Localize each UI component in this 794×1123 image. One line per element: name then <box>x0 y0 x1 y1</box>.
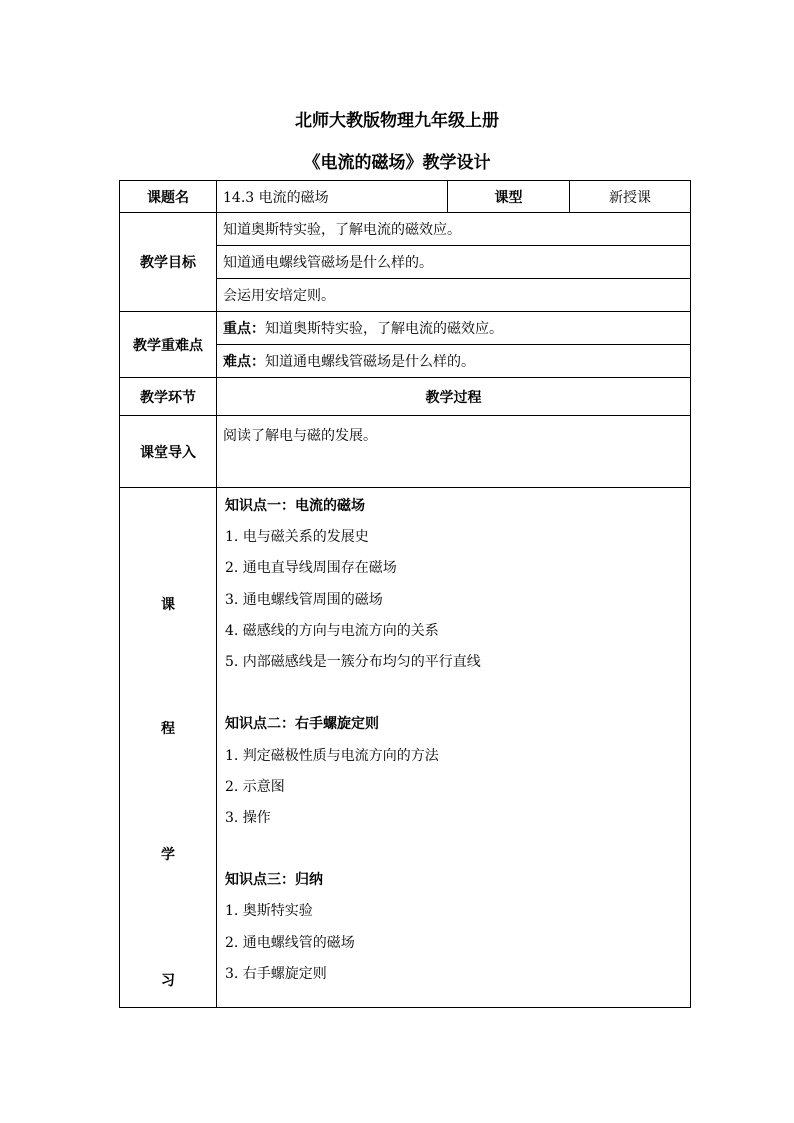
table-row <box>120 378 691 416</box>
study-label <box>120 488 217 1008</box>
study-label-char: 习 <box>161 973 175 989</box>
difficulty-text: 知道通电螺线管磁场是什么样的。 <box>265 354 475 370</box>
process-header: 教学过程 <box>217 378 691 416</box>
topic-value: 14.3 电流的磁场 <box>217 181 448 213</box>
lesson-plan-table <box>119 180 691 1008</box>
list-item: 2. 示意图 <box>225 778 285 795</box>
list-item: 1. 电与磁关系的发展史 <box>225 529 369 546</box>
list-item: 3. 操作 <box>225 809 271 826</box>
study-label-char: 程 <box>161 721 175 737</box>
list-item: 5. 内部磁感线是一簇分布均匀的平行直线 <box>225 653 481 670</box>
stage-header: 教学环节 <box>120 378 217 416</box>
spacer <box>225 841 682 872</box>
spacer <box>225 685 682 716</box>
section-heading: 知识点三：归纳 <box>225 872 323 889</box>
key-point-cell <box>217 312 691 345</box>
table-row <box>120 416 691 488</box>
table-row <box>120 488 691 1008</box>
study-content <box>217 488 691 1008</box>
type-value: 新授课 <box>570 181 691 213</box>
key-point-text: 知道奥斯特实验，了解电流的磁效应。 <box>265 321 503 337</box>
study-label-char: 学 <box>161 847 175 863</box>
section-heading: 知识点一：电流的磁场 <box>225 498 365 514</box>
objectives-label: 教学目标 <box>120 213 217 312</box>
objective-item: 知道通电螺线管磁场是什么样的。 <box>217 246 691 279</box>
table-row <box>120 181 691 213</box>
difficulty-prefix: 难点： <box>223 354 265 370</box>
document-title: 北师大教版物理九年级上册 <box>295 111 499 131</box>
topic-label: 课题名 <box>120 181 217 213</box>
intro-label: 课堂导入 <box>120 416 217 488</box>
type-label: 课型 <box>448 181 570 213</box>
objective-item: 会运用安培定则。 <box>217 279 691 312</box>
objective-item: 知道奥斯特实验，了解电流的磁效应。 <box>217 213 691 246</box>
difficulty-cell <box>217 345 691 378</box>
list-item: 1. 奥斯特实验 <box>225 903 313 920</box>
study-label-char: 课 <box>161 597 175 613</box>
document-subtitle: 《电流的磁场》教学设计 <box>303 153 491 173</box>
list-item: 2. 通电直导线周围存在磁场 <box>225 560 397 577</box>
list-item: 3. 右手螺旋定则 <box>225 965 327 982</box>
intro-text: 阅读了解电与磁的发展。 <box>217 416 691 488</box>
list-item: 4. 磁感线的方向与电流方向的关系 <box>225 622 439 639</box>
list-item: 3. 通电螺线管周围的磁场 <box>225 591 383 608</box>
list-item: 2. 通电螺线管的磁场 <box>225 934 355 951</box>
table-row <box>120 312 691 345</box>
table-row <box>120 213 691 246</box>
section-heading: 知识点二：右手螺旋定则 <box>225 716 379 733</box>
key-points-label: 教学重难点 <box>120 312 217 378</box>
list-item: 1. 判定磁极性质与电流方向的方法 <box>225 747 439 764</box>
key-point-prefix: 重点： <box>223 321 265 337</box>
